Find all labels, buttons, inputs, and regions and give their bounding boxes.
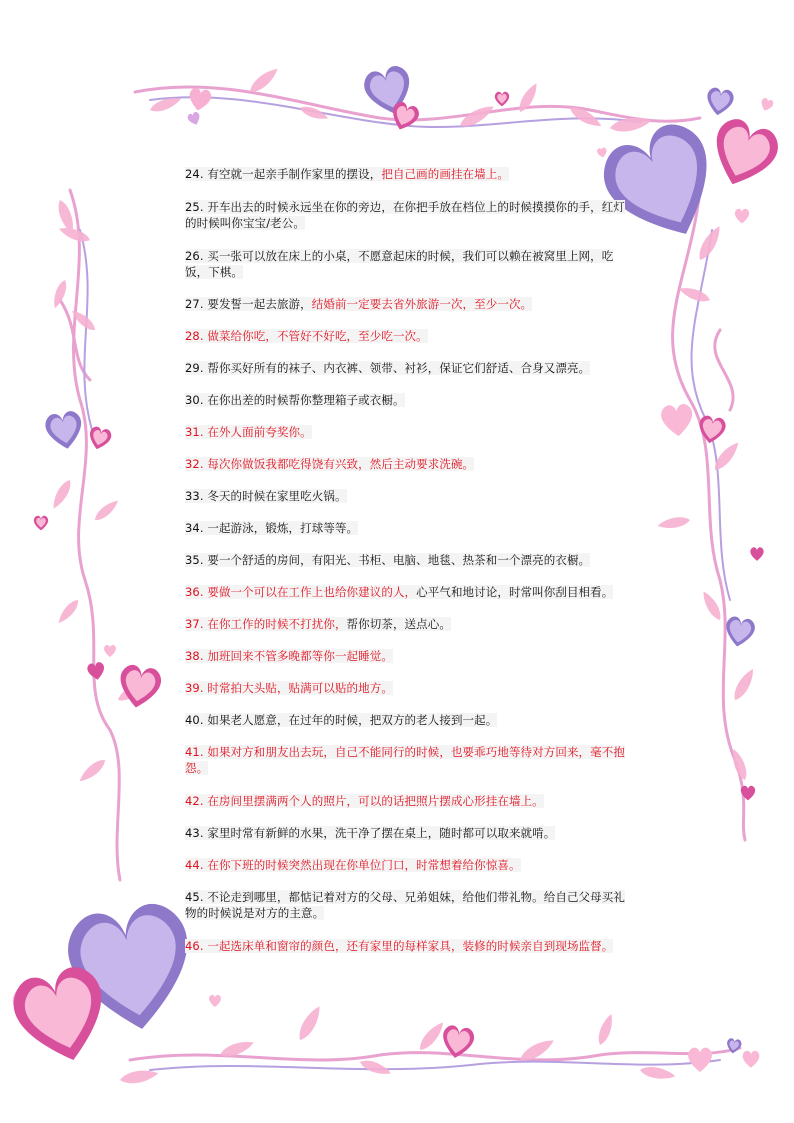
list-item (185, 680, 630, 696)
highlighted-text: 41. 如果对方和朋友出去玩，自己不能同行的时候，也要乖巧地等待对方回来，毫不抱怨。 (185, 745, 625, 775)
highlighted-text: 结婚前一定要去省外旅游一次，至少一次。 (311, 297, 533, 311)
item-text: 43. 家里时常有新鲜的水果，洗干净了摆在桌上，随时都可以取来就啃。 (185, 826, 556, 840)
list-item (185, 248, 630, 280)
item-text: 24. 有空就一起亲手制作家里的摆设， (185, 167, 382, 181)
list-item (185, 889, 630, 921)
item-text: 33. 冬天的时候在家里吃火锅。 (185, 489, 347, 503)
list-item (185, 488, 630, 504)
list-item (185, 938, 630, 954)
highlighted-text: 39. 时常拍大头贴，贴满可以贴的地方。 (185, 681, 393, 695)
item-text: 帮你切茶，送点心。 (346, 617, 451, 631)
highlighted-text: 38. 加班回来不管多晚都等你一起睡觉。 (185, 649, 393, 663)
highlighted-text: 42. 在房间里摆满两个人的照片，可以的话把照片摆成心形挂在墙上。 (185, 794, 544, 808)
list-item (185, 744, 630, 776)
list-item (185, 296, 630, 312)
list-item (185, 712, 630, 728)
list-item (185, 456, 630, 472)
highlighted-text: 36. 要做一个可以在工作上也给你建议的人， (185, 585, 417, 599)
highlighted-text: 31. 在外人面前夸奖你。 (185, 425, 312, 439)
list-item (185, 424, 630, 440)
list-item (185, 166, 630, 182)
highlighted-text: 37. 在你工作的时候不打扰你， (185, 617, 347, 631)
highlighted-text: 46. 一起选床单和窗帘的颜色，还有家里的每样家具，装修的时候亲自到现场监督。 (185, 939, 614, 953)
item-text: 35. 要一个舒适的房间，有阳光、书柜、电脑、地毯、热茶和一个漂亮的衣橱。 (185, 553, 591, 567)
list-item (185, 857, 630, 873)
item-text: 心平气和地讨论，时常叫你刮目相看。 (416, 585, 614, 599)
item-text: 29. 帮你买好所有的袜子、内衣裤、领带、衬衫，保证它们舒适、合身又漂亮。 (185, 361, 591, 375)
item-text: 34. 一起游泳，锻炼，打球等等。 (185, 521, 359, 535)
list-item (185, 392, 630, 408)
list-item (185, 199, 630, 231)
highlighted-text: 把自己画的画挂在墙上。 (381, 167, 509, 181)
list-item (185, 584, 630, 600)
item-text: 45. 不论走到哪里，都惦记着对方的父母、兄弟姐妹，给他们带礼物。给自己父母买礼物的时候说是对方的主意。 (185, 890, 625, 920)
list-item (185, 360, 630, 376)
highlighted-text: 44. 在你下班的时候突然出现在你单位门口，时常想着给你惊喜。 (185, 858, 521, 872)
list-item (185, 552, 630, 568)
item-text: 27. 要发誓一起去旅游， (185, 297, 312, 311)
list-item (185, 648, 630, 664)
list-item (185, 793, 630, 809)
list-item (185, 616, 630, 632)
list-item (185, 520, 630, 536)
item-text: 25. 开车出去的时候永远坐在你的旁边，在你把手放在档位上的时候摸摸你的手，红灯的时候叫你宝宝/老公。 (185, 200, 625, 230)
item-text: 30. 在你出差的时候帮你整理箱子或衣橱。 (185, 393, 405, 407)
highlighted-text: 28. 做菜给你吃，不管好不好吃，至少吃一次。 (185, 329, 428, 343)
item-text: 26. 买一张可以放在床上的小桌，不愿意起床的时候，我们可以赖在被窝里上网，吃饭，下棋。 (185, 249, 614, 279)
list-item (185, 328, 630, 344)
list-item (185, 825, 630, 841)
highlighted-text: 32. 每次你做饭我都吃得饶有兴致，然后主动要求洗碗。 (185, 457, 475, 471)
item-text: 40. 如果老人愿意，在过年的时候，把双方的老人接到一起。 (185, 713, 498, 727)
